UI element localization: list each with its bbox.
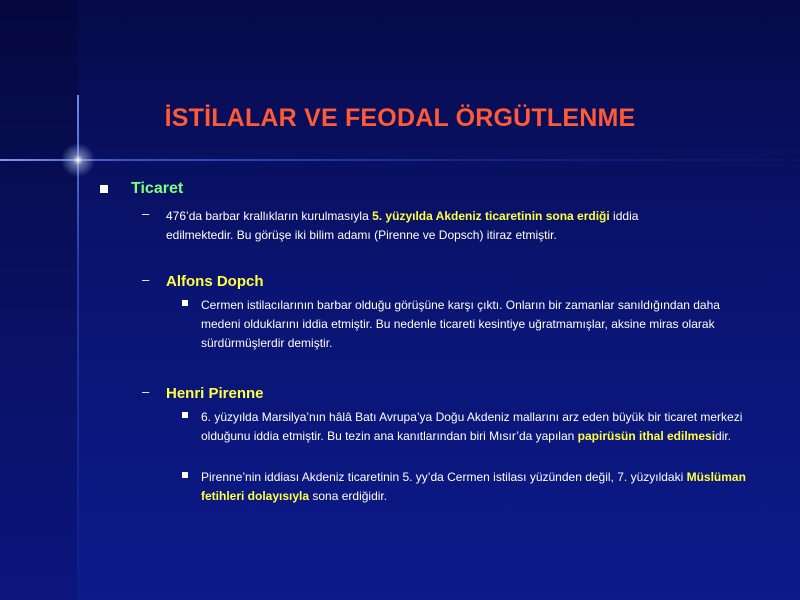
square-bullet-icon bbox=[182, 412, 188, 418]
left-panel-decoration bbox=[0, 0, 78, 600]
slide-title: İSTİLALAR VE FEODAL ÖRGÜTLENME bbox=[164, 104, 636, 132]
item3-bullet2 bbox=[201, 468, 749, 506]
item3-bullet1-b: dir. bbox=[715, 429, 732, 443]
item3-bullet2-highlight: Müslüman fetihleri dolayısıyla bbox=[201, 470, 746, 503]
sparkle-icon bbox=[58, 140, 98, 180]
dash-bullet: – bbox=[142, 206, 150, 221]
dash-bullet: – bbox=[142, 384, 150, 399]
item1-highlight: 5. yüzyılda Akdeniz ticaretinin sona erdiği bbox=[372, 209, 610, 223]
item2-heading: Alfons Dopch bbox=[166, 273, 264, 290]
item2-bullet1: Cermen istilacılarının barbar olduğu görüşüne karşı çıktı. Onların bir zamanlar sanıldığından daha medeni olduklarını iddia etmiştir. Bu nedenle ticareti kesintiye uğratmamışlar, aksine miras olarak sürdürmüşlerdir demiştir. bbox=[201, 298, 720, 350]
item1-text bbox=[166, 207, 686, 245]
dash-bullet: – bbox=[142, 272, 150, 287]
section-heading: Ticaret bbox=[131, 180, 184, 197]
item3-bullet1 bbox=[201, 408, 749, 446]
square-bullet-icon bbox=[182, 300, 188, 306]
item1-text-b: iddia edilmektedir. Bu görüşe iki bilim adamı (Pirenne ve Dopsch) itiraz etmiştir. bbox=[166, 209, 639, 242]
item3-bullet1-highlight: papirüsün ithal edilmesi bbox=[577, 429, 716, 443]
square-bullet-icon bbox=[100, 185, 108, 193]
horizontal-line-decoration bbox=[0, 159, 800, 161]
item3-bullet2-a: Pirenne’nin iddiası Akdeniz ticaretinin 5. yy’da Cermen istilası yüzünden değil, 7. yüzyıldaki bbox=[201, 470, 687, 484]
square-bullet-icon bbox=[182, 472, 188, 478]
item3-bullet1-a: 6. yüzyılda Marsilya’nın hâlâ Batı Avrupa’ya Doğu Akdeniz mallarını arz eden büyük bir ticaret merkezi olduğunu iddia etmiştir. Bu tezin ana kanıtlarından biri Mısır’da yapılan bbox=[201, 410, 743, 443]
item3-bullet2-b: sona erdiğidir. bbox=[309, 489, 388, 503]
item1-text-a: 476’da barbar krallıkların kurulmasıyla bbox=[166, 209, 373, 223]
item3-heading: Henri Pirenne bbox=[166, 385, 264, 402]
